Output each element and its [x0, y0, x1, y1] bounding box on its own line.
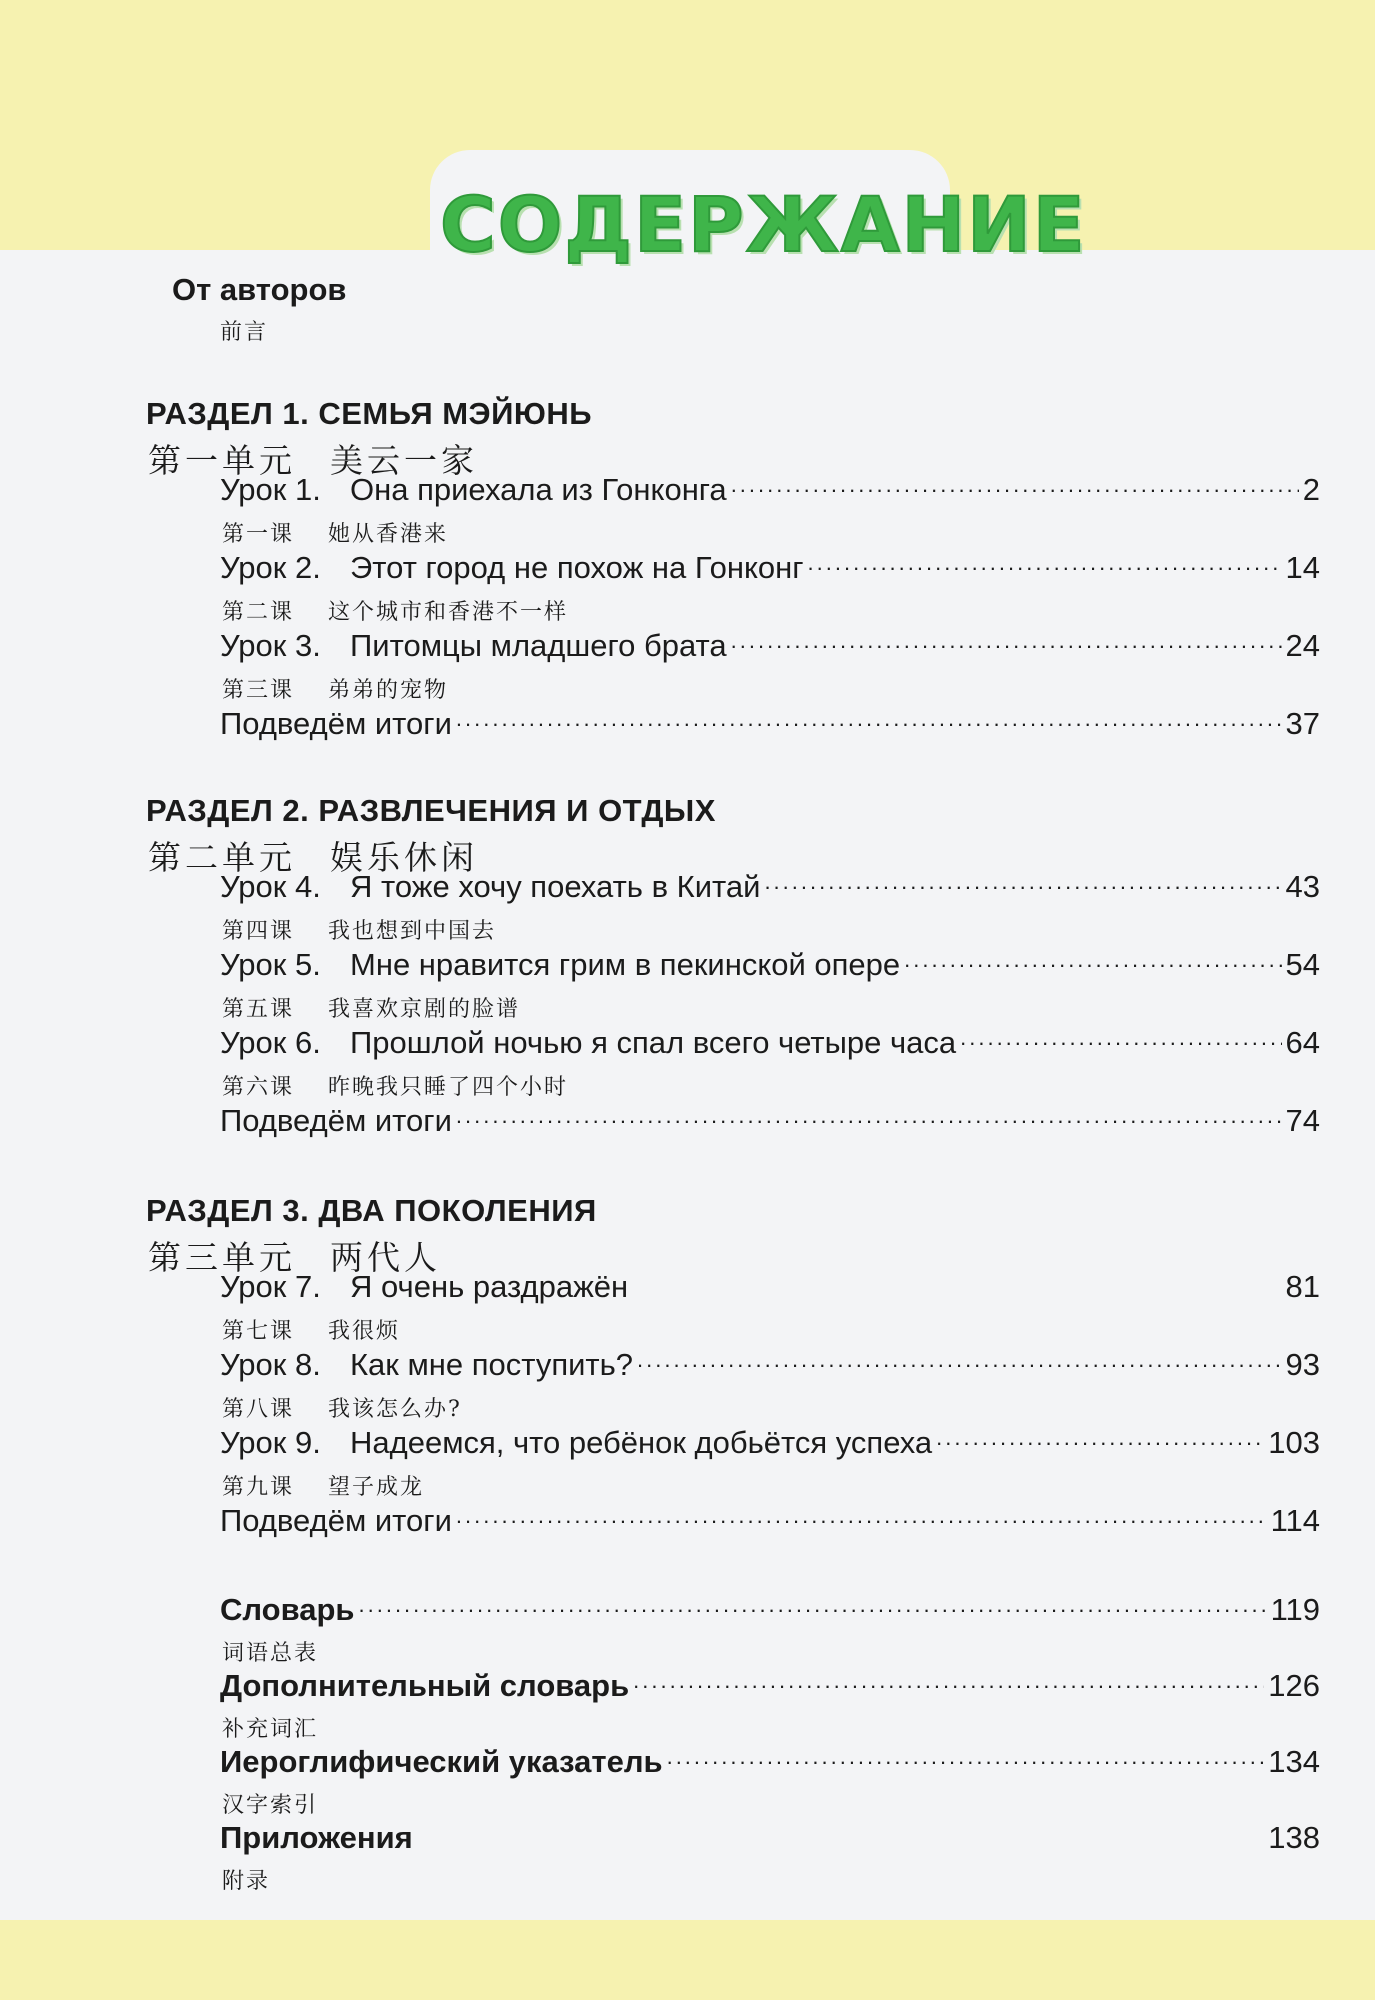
page-number: 81	[1285, 1269, 1320, 1304]
appendix-cn: 汉字索引	[222, 1793, 319, 1818]
page-number: 74	[1285, 1103, 1320, 1138]
lesson-cn-title: 我喜欢京剧的脸谱	[328, 997, 521, 1022]
dot-leader	[904, 949, 1281, 975]
page-number: 64	[1285, 1025, 1320, 1060]
summary-label: Подведём итоги	[220, 1503, 452, 1538]
intro-cn: 前言	[220, 320, 269, 345]
appendix-label: Дополнительный словарь	[220, 1668, 630, 1703]
toc-row-lesson[interactable]	[220, 1425, 1320, 1461]
summary-label: Подведём итоги	[220, 1103, 452, 1138]
appendix-label: Словарь	[220, 1592, 355, 1627]
lesson-title: Она приехала из Гонконга	[350, 472, 727, 507]
unit-title: 两代人	[330, 1238, 441, 1277]
unit-title: 美云一家	[330, 441, 478, 480]
lesson-cn-title: 这个城市和香港不一样	[328, 600, 569, 625]
lesson-title: Надеемся, что ребёнок добьётся успеха	[350, 1425, 933, 1460]
dot-leader	[633, 1670, 1264, 1696]
appendix-cn: 补充词汇	[222, 1717, 319, 1742]
dot-leader	[667, 1746, 1265, 1772]
dot-leader	[456, 1105, 1282, 1131]
lesson-cn-title: 我很烦	[328, 1319, 401, 1344]
lesson-number: Урок 6.	[220, 1025, 321, 1060]
page-number: 138	[1268, 1820, 1320, 1855]
lesson-cn-number: 第八课	[222, 1397, 295, 1422]
lesson-cn	[222, 595, 568, 626]
toc-row-lesson[interactable]	[220, 628, 1320, 664]
appendix-label: Приложения	[220, 1820, 413, 1855]
lesson-number: Урок 5.	[220, 947, 321, 982]
appendix-cn: 附录	[222, 1869, 271, 1894]
toc-row-appendix[interactable]	[220, 1668, 1320, 1704]
unit-number: 第二单元	[148, 838, 296, 877]
page-number: 2	[1302, 472, 1320, 507]
dot-leader	[960, 1027, 1281, 1053]
dot-leader	[359, 1594, 1267, 1620]
toc-row-lesson[interactable]	[220, 947, 1320, 983]
lesson-number: Урок 8.	[220, 1347, 321, 1382]
lesson-title: Как мне поступить?	[350, 1347, 634, 1382]
lesson-cn-title: 昨晚我只睡了四个小时	[328, 1075, 569, 1100]
lesson-cn-number: 第二课	[222, 600, 295, 625]
page-number: 37	[1285, 706, 1320, 741]
lesson-cn	[222, 517, 448, 548]
lesson-cn	[222, 673, 448, 704]
appendix-label: Иероглифический указатель	[220, 1744, 663, 1779]
toc-row-lesson[interactable]	[220, 1269, 1320, 1305]
toc-row-summary[interactable]	[220, 1103, 1320, 1139]
lesson-number: Урок 9.	[220, 1425, 321, 1460]
lesson-cn	[222, 1070, 568, 1101]
intro-label: От авторов	[172, 272, 347, 307]
dot-leader	[456, 708, 1282, 734]
lesson-title: Этот город не похож на Гонконг	[350, 550, 804, 585]
bottom-margin-band	[0, 1920, 1375, 2000]
lesson-title: Я тоже хочу поехать в Китай	[350, 869, 761, 904]
lesson-cn-number: 第九课	[222, 1475, 295, 1500]
toc-row-lesson[interactable]	[220, 1025, 1320, 1061]
toc-row-lesson[interactable]	[220, 869, 1320, 905]
dot-leader	[808, 552, 1282, 578]
toc-row-summary[interactable]	[220, 1503, 1320, 1539]
lesson-cn	[222, 1470, 424, 1501]
lesson-number: Урок 2.	[220, 550, 321, 585]
dot-leader	[936, 1427, 1264, 1453]
toc-row-appendix[interactable]	[220, 1592, 1320, 1628]
lesson-cn-number: 第三课	[222, 678, 295, 703]
unit-title: 娱乐休闲	[330, 838, 478, 877]
dot-leader	[637, 1349, 1281, 1375]
lesson-cn	[222, 1314, 400, 1345]
lesson-cn-title: 我该怎么办?	[328, 1397, 462, 1422]
page-number: 114	[1270, 1503, 1320, 1538]
toc-row-summary[interactable]	[220, 706, 1320, 742]
page-number: 126	[1268, 1668, 1320, 1703]
toc-row-lesson[interactable]	[220, 550, 1320, 586]
lesson-number: Урок 3.	[220, 628, 321, 663]
summary-label: Подведём итоги	[220, 706, 452, 741]
dot-leader	[731, 630, 1282, 656]
lesson-cn-number: 第四课	[222, 919, 295, 944]
unit-number: 第一单元	[148, 441, 296, 480]
lesson-number: Урок 7.	[220, 1269, 321, 1304]
dot-leader	[764, 871, 1281, 897]
lesson-number: Урок 4.	[220, 869, 321, 904]
page-number: 14	[1285, 550, 1320, 585]
page-number: 119	[1270, 1592, 1320, 1627]
lesson-cn	[222, 992, 520, 1023]
unit-number: 第三单元	[148, 1238, 296, 1277]
page-number: 54	[1285, 947, 1320, 982]
lesson-cn-number: 第七课	[222, 1319, 295, 1344]
lesson-cn	[222, 1392, 462, 1423]
appendix-cn: 词语总表	[222, 1641, 319, 1666]
toc-row-lesson[interactable]	[220, 472, 1320, 508]
section-heading: РАЗДЕЛ 1. СЕМЬЯ МЭЙЮНЬ	[146, 396, 593, 431]
lesson-number: Урок 1.	[220, 472, 321, 507]
lesson-cn	[222, 914, 496, 945]
lesson-cn-title: 望子成龙	[328, 1475, 425, 1500]
lesson-cn-title: 弟弟的宠物	[328, 678, 449, 703]
section-heading: РАЗДЕЛ 2. РАЗВЛЕЧЕНИЯ И ОТДЫХ	[146, 793, 716, 828]
lesson-title: Я очень раздражён	[350, 1269, 629, 1304]
page-title: СОДЕРЖАНИЕ	[440, 180, 1087, 269]
page-number: 134	[1268, 1744, 1320, 1779]
lesson-title: Питомцы младшего брата	[350, 628, 727, 663]
page-number: 103	[1268, 1425, 1320, 1460]
lesson-cn-number: 第一课	[222, 522, 295, 547]
dot-leader	[731, 474, 1299, 500]
lesson-title: Мне нравится грим в пекинской опере	[350, 947, 901, 982]
page-number: 93	[1285, 1347, 1320, 1382]
dot-leader	[456, 1505, 1267, 1531]
lesson-cn-number: 第六课	[222, 1075, 295, 1100]
toc-row-appendix[interactable]	[220, 1744, 1320, 1780]
lesson-title: Прошлой ночью я спал всего четыре часа	[350, 1025, 957, 1060]
lesson-cn-title: 她从香港来	[328, 522, 449, 547]
page-number: 24	[1285, 628, 1320, 663]
page-number: 43	[1285, 869, 1320, 904]
section-heading: РАЗДЕЛ 3. ДВА ПОКОЛЕНИЯ	[146, 1193, 597, 1228]
toc-row-appendix[interactable]	[220, 1820, 1320, 1856]
toc-row-lesson[interactable]	[220, 1347, 1320, 1383]
lesson-cn-number: 第五课	[222, 997, 295, 1022]
lesson-cn-title: 我也想到中国去	[328, 919, 497, 944]
